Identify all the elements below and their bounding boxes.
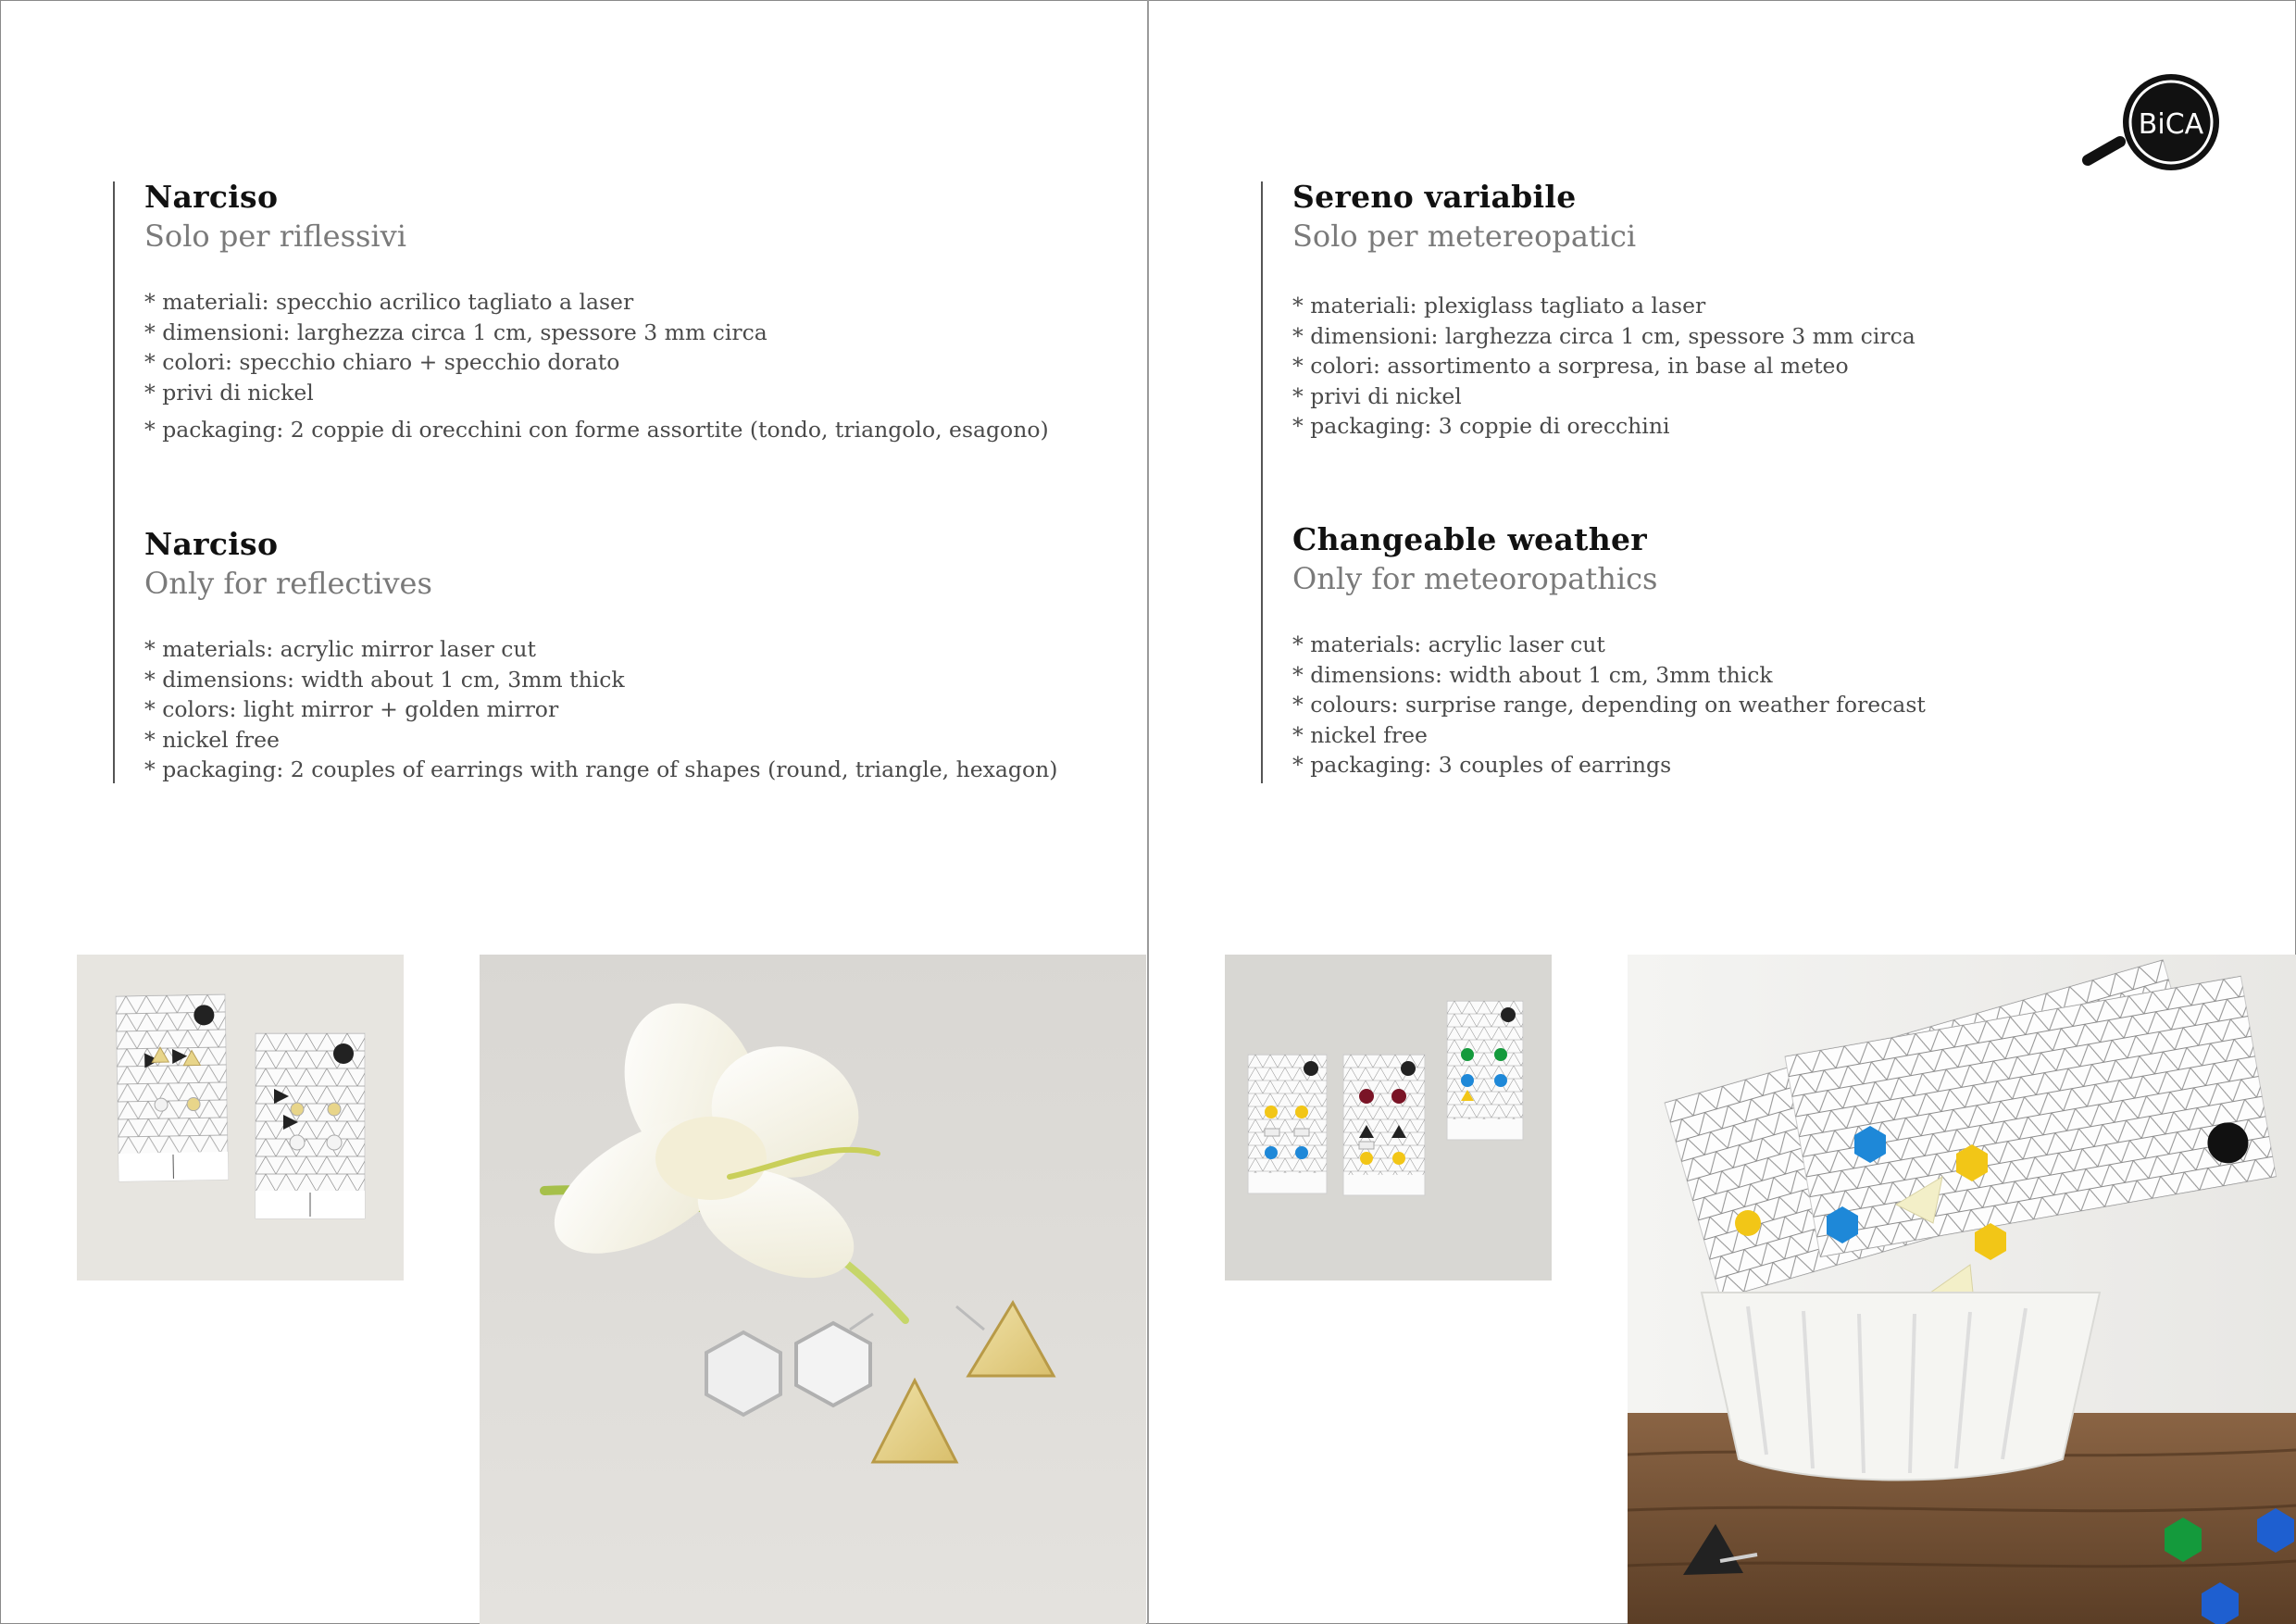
left-italian-item: * packaging: 2 coppie di orecchini con forme assortite (tondo, triangolo, esagono) [144, 417, 1049, 443]
bica-logo [2078, 72, 2227, 174]
right-english-item: * colours: surprise range, depending on weather forecast [1292, 692, 1926, 718]
right-italian-item: * materiali: plexiglass tagliato a laser [1292, 293, 1706, 319]
right-english-item: * nickel free [1292, 721, 1428, 748]
right-italian-item: * dimensioni: larghezza circa 1 cm, spessore 3 mm circa [1292, 322, 1915, 349]
right-english-item: * materials: acrylic laser cut [1292, 631, 1605, 657]
left-vertical-rule [113, 181, 115, 783]
narciso-cards-photo [77, 955, 404, 1280]
left-english-subtitle: Only for reflectives [144, 566, 432, 601]
page-spine-divider [1147, 0, 1149, 1624]
left-italian-item: * privi di nickel [144, 379, 314, 406]
right-italian-item: * packaging: 3 coppie di orecchini [1292, 413, 1670, 439]
right-italian-title: Sereno variabile [1292, 179, 1577, 215]
right-english-subtitle: Only for meteoropathics [1292, 561, 1658, 596]
left-english-item: * materials: acrylic mirror laser cut [144, 636, 536, 662]
right-english-block [1292, 520, 1926, 781]
sereno-bowl-photo [1628, 955, 2296, 1624]
right-italian-block [1292, 178, 1915, 442]
left-italian-subtitle: Solo per riflessivi [144, 219, 406, 254]
left-italian-item: * materiali: specchio acrilico tagliato a laser [144, 289, 634, 315]
bica-logo-text: BiCA [2138, 108, 2204, 141]
left-italian-item: * dimensioni: larghezza circa 1 cm, spessore 3 mm circa [144, 319, 767, 345]
right-vertical-rule [1261, 181, 1263, 783]
left-english-item: * dimensions: width about 1 cm, 3mm thick [144, 666, 625, 693]
right-english-title: Changeable weather [1292, 521, 1647, 557]
right-italian-subtitle: Solo per metereopatici [1292, 219, 1637, 254]
left-english-item: * colors: light mirror + golden mirror [144, 696, 559, 722]
sereno-cards-photo [1225, 955, 1552, 1280]
right-italian-item: * colori: assortimento a sorpresa, in base al meteo [1292, 353, 1849, 379]
left-english-block [144, 525, 1057, 785]
right-english-item: * packaging: 3 couples of earrings [1292, 752, 1672, 778]
narciso-flower-earrings-photo [480, 955, 1146, 1624]
right-english-item: * dimensions: width about 1 cm, 3mm thick [1292, 661, 1773, 688]
left-english-item: * nickel free [144, 726, 280, 753]
right-italian-item: * privi di nickel [1292, 382, 1462, 409]
left-italian-item: * colori: specchio chiaro + specchio dorato [144, 349, 620, 375]
left-italian-title: Narciso [144, 179, 279, 215]
left-english-title: Narciso [144, 526, 279, 562]
left-english-item: * packaging: 2 couples of earrings with range of shapes (round, triangle, hexagon) [144, 756, 1058, 782]
left-italian-block [144, 178, 1049, 445]
